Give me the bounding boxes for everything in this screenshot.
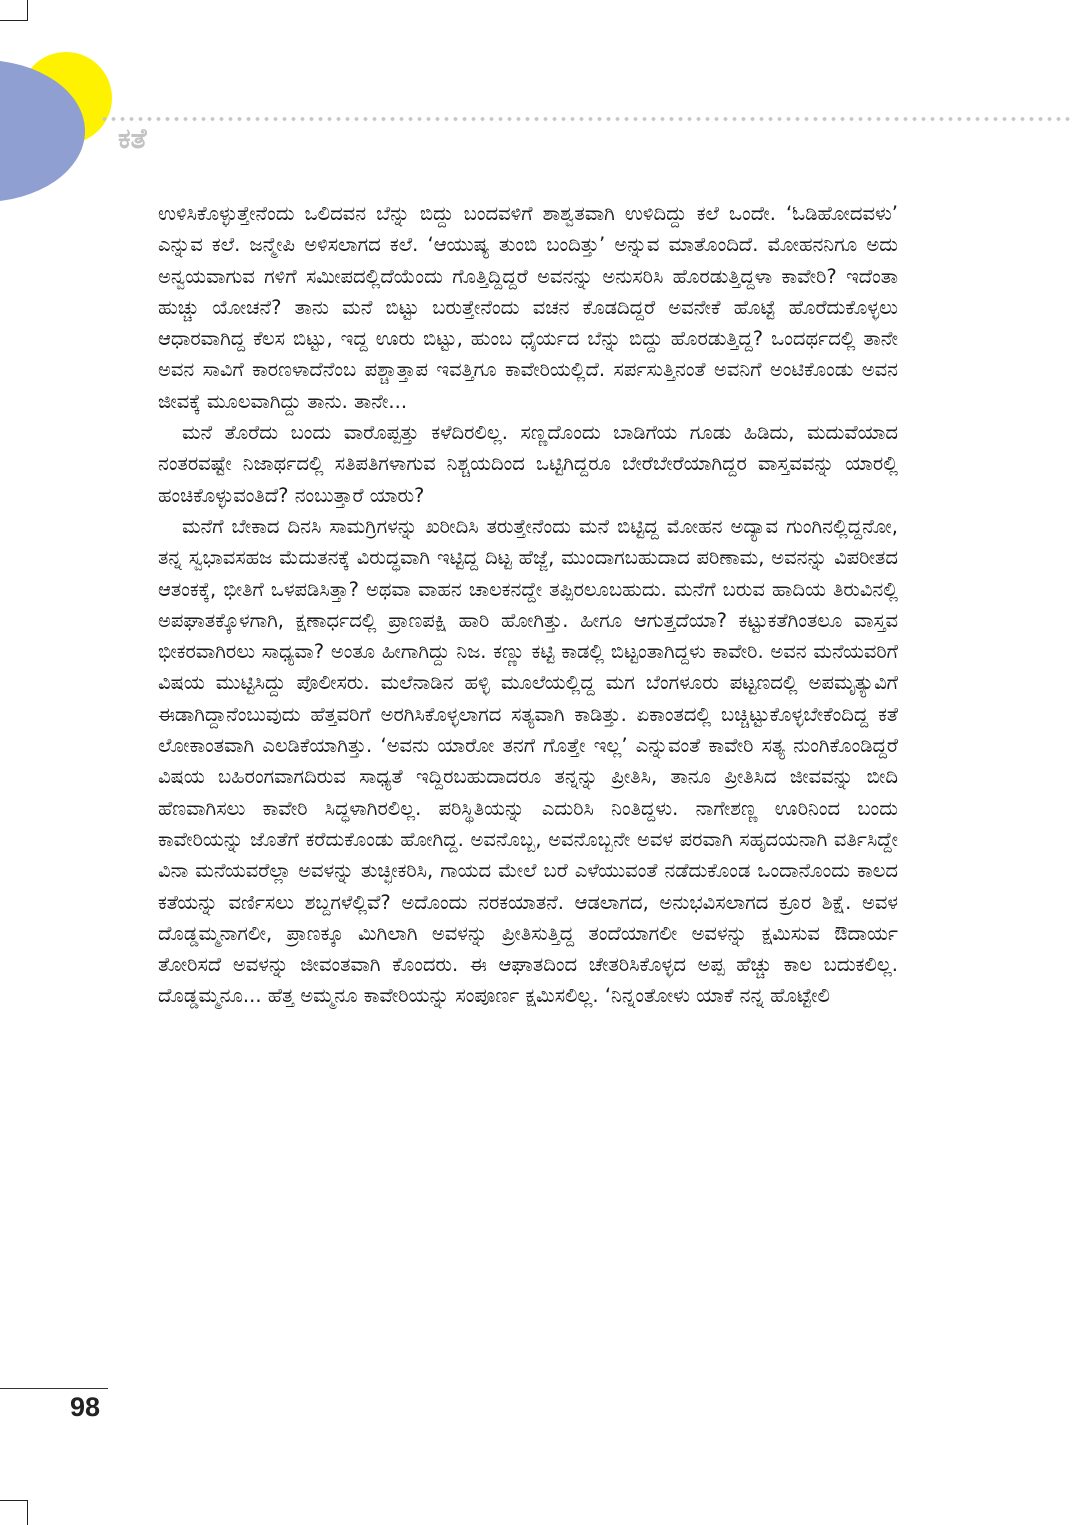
crop-mark-top-left (0, 20, 28, 21)
paragraph: ಮನೆಗೆ ಬೇಕಾದ ದಿನಸಿ ಸಾಮಗ್ರಿಗಳನ್ನು ಖರೀದಿಸಿ ತರುತ್ತೇನೆಂದು ಮನೆ ಬಿಟ್ಟಿದ್ದ ಮೋಹನ ಅದ್ಯಾವ ಗುಂಗಿನಲ್ಲಿದ್ದನೋ, ತನ್ನ ಸ್ವಭಾವಸಹಜ ಮೆದುತನಕ್ಕೆ ವಿರುದ್ಧವಾಗಿ ಇಟ್ಟಿದ್ದ ದಿಟ್ಟ ಹೆಜ್ಜೆ, ಮುಂದಾಗಬಹುದಾದ ಪರಿಣಾಮ, ಅವನನ್ನು ವಿಪರೀತದ ಆತಂಕಕ್ಕೆ, ಭೀತಿಗೆ ಒಳಪಡಿಸಿತ್ತಾ? ಅಥವಾ ವಾಹನ ಚಾಲಕನದ್ದೇ ತಪ್ಪಿರಲೂಬಹುದು. ಮನೆಗೆ ಬರುವ ಹಾದಿಯ ತಿರುವಿನಲ್ಲಿ ಅಪಘಾತಕ್ಕೊಳಗಾಗಿ, ಕ್ಷಣಾರ್ಧದಲ್ಲಿ ಪ್ರಾಣಪಕ್ಷಿ ಹಾರಿ ಹೋಗಿತ್ತು. ಹೀಗೂ ಆಗುತ್ತದೆಯಾ? ಕಟ್ಟುಕತೆಗಿಂತಲೂ ವಾಸ್ತವ ಭೀಕರವಾಗಿರಲು ಸಾಧ್ಯವಾ? ಅಂತೂ ಹೀಗಾಗಿದ್ದು ನಿಜ. ಕಣ್ಣು ಕಟ್ಟಿ ಕಾಡಲ್ಲಿ ಬಿಟ್ಟಂತಾಗಿದ್ದಳು ಕಾವೇರಿ. ಅವನ ಮನೆಯವರಿಗೆ ವಿಷಯ ಮುಟ್ಟಿಸಿದ್ದು ಪೊಲೀಸರು. ಮಲೆನಾಡಿನ ಹಳ್ಳಿ ಮೂಲೆಯಲ್ಲಿದ್ದ ಮಗ ಬೆಂಗಳೂರು ಪಟ್ಟಣದಲ್ಲಿ ಅಪಮೃತ್ಯುವಿಗೆ ಈಡಾಗಿದ್ದಾನೆಂಬುವುದು ಹೆತ್ತವರಿಗೆ ಅರಗಿಸಿಕೊಳ್ಳಲಾಗದ ಸತ್ಯವಾಗಿ ಕಾಡಿತ್ತು. ಏಕಾಂತದಲ್ಲಿ ಬಚ್ಚಿಟ್ಟುಕೊಳ್ಳಬೇಕೆಂದಿದ್ದ ಕತೆ ಲೋಕಾಂತವಾಗಿ ಎಲಡಿಕೆಯಾಗಿತ್ತು. ‘ಅವನು ಯಾರೋ ತನಗೆ ಗೊತ್ತೇ ಇಲ್ಲ’ ಎನ್ನುವಂತೆ ಕಾವೇರಿ ಸತ್ಯ ನುಂಗಿಕೊಂಡಿದ್ದರೆ ವಿಷಯ ಬಹಿರಂಗವಾಗದಿರುವ ಸಾಧ್ಯತೆ ಇದ್ದಿರಬಹುದಾದರೂ ತನ್ನನ್ನು ಪ್ರೀತಿಸಿ, ತಾನೂ ಪ್ರೀತಿಸಿದ ಜೀವವನ್ನು ಬೀದಿ ಹೆಣವಾಗಿಸಲು ಕಾವೇರಿ ಸಿದ್ಧಳಾಗಿರಲಿಲ್ಲ. ಪರಿಸ್ಥಿತಿಯನ್ನು ಎದುರಿಸಿ ನಿಂತಿದ್ದಳು. ನಾಗೇಶಣ್ಣ ಊರಿನಿಂದ ಬಂದು ಕಾವೇರಿಯನ್ನು ಜೊತೆಗೆ ಕರೆದುಕೊಂಡು ಹೋಗಿದ್ದ. ಅವನೊಬ್ಬ, ಅವನೊಬ್ಬನೇ ಅವಳ ಪರವಾಗಿ ಸಹೃದಯನಾಗಿ ವರ್ತಿಸಿದ್ದೇ ವಿನಾ ಮನೆಯವರೆಲ್ಲಾ ಅವಳನ್ನು ತುಚ್ಛೀಕರಿಸಿ, ಗಾಯದ ಮೇಲೆ ಬರೆ ಎಳೆಯುವಂತೆ ನಡೆದುಕೊಂಡ ಒಂದಾನೊಂದು ಕಾಲದ ಕತೆಯನ್ನು ವರ್ಣಿಸಲು ಶಬ್ದಗಳೆಲ್ಲಿವೆ? ಅದೊಂದು ನರಕಯಾತನೆ. ಆಡಲಾಗದ, ಅನುಭವಿಸಲಾಗದ ಕ್ರೂರ ಶಿಕ್ಷೆ. ಅವಳ ದೊಡ್ಡಮ್ಮನಾಗಲೀ, ಪ್ರಾಣಕ್ಕೂ ಮಿಗಿಲಾಗಿ ಅವಳನ್ನು ಪ್ರೀತಿಸುತ್ತಿದ್ದ ತಂದೆಯಾಗಲೀ ಅವಳನ್ನು ಕ್ಷಮಿಸುವ ಔದಾರ್ಯ ತೋರಿಸದೆ ಅವಳನ್ನು ಜೀವಂತವಾಗಿ ಕೊಂದರು. ಈ ಆಘಾತದಿಂದ ಚೇತರಿಸಿಕೊಳ್ಳದ ಅಪ್ಪ ಹೆಚ್ಚು ಕಾಲ ಬದುಕಲಿಲ್ಲ. ದೊಡ್ಡಮ್ಮನೂ... ಹೆತ್ತ ಅಮ್ಮನೂ ಕಾವೇರಿಯನ್ನು ಸಂಪೂರ್ಣ ಕ್ಷಮಿಸಲಿಲ್ಲ. ‘ನಿನ್ನಂತೋಳು ಯಾಕೆ ನನ್ನ ಹೊಟ್ಟೇಲಿ (158, 514, 898, 1008)
section-label: ಕತೆ (118, 122, 147, 155)
crop-mark-top-left (27, 0, 28, 20)
dotted-header-rule (100, 117, 1072, 121)
paragraph: ಉಳಿಸಿಕೊಳ್ಳುತ್ತೇನೆಂದು ಒಲಿದವನ ಬೆನ್ನು ಬಿದ್ದು ಬಂದವಳಿಗೆ ಶಾಶ್ವತವಾಗಿ ಉಳಿದಿದ್ದು ಕಲೆ ಒಂದೇ. ‘ಓಡಿಹೋದವಳು’ ಎನ್ನುವ ಕಲೆ. ಜನ್ಮೇಪಿ ಅಳಿಸಲಾಗದ ಕಲೆ. ‘ಆಯುಷ್ಯ ತುಂಬಿ ಬಂದಿತ್ತು’ ಅನ್ನುವ ಮಾತೊಂದಿದೆ. ಮೋಹನನಿಗೂ ಅದು ಅನ್ವಯವಾಗುವ ಗಳಿಗೆ ಸಮೀಪದಲ್ಲಿದೆಯೆಂದು ಗೊತ್ತಿದ್ದಿದ್ದರೆ ಅವನನ್ನು ಅನುಸರಿಸಿ ಹೊರಡುತ್ತಿದ್ದಳಾ ಕಾವೇರಿ? ಇದೆಂತಾ ಹುಚ್ಚು ಯೋಚನೆ? ತಾನು ಮನೆ ಬಿಟ್ಟು ಬರುತ್ತೇನೆಂದು ವಚನ ಕೊಡದಿದ್ದರೆ ಅವನೇಕೆ ಹೊಟ್ಟೆ ಹೊರೆದುಕೊಳ್ಳಲು ಆಧಾರವಾಗಿದ್ದ ಕೆಲಸ ಬಿಟ್ಟು, ಇದ್ದ ಊರು ಬಿಟ್ಟು, ಹುಂಬ ಧೈರ್ಯದ ಬೆನ್ನು ಬಿದ್ದು ಹೊರಡುತ್ತಿದ್ದ? ಒಂದರ್ಥದಲ್ಲಿ ತಾನೇ ಅವನ ಸಾವಿಗೆ ಕಾರಣಳಾದೆನೆಂಬ ಪಶ್ಚಾತ್ತಾಪ ಇವತ್ತಿಗೂ ಕಾವೇರಿಯಲ್ಲಿದೆ. ಸರ್ಪಸುತ್ತಿನಂತೆ ಅವನಿಗೆ ಅಂಟಿಕೊಂಡು ಅವನ ಜೀವಕ್ಕೆ ಮೂಲವಾಗಿದ್ದು ತಾನು. ತಾನೇ... (158, 202, 898, 413)
page-number: 98 (70, 1392, 101, 1422)
folio-rule (0, 1388, 108, 1389)
article-body (158, 198, 898, 1012)
crop-mark-bottom-left (27, 1500, 28, 1525)
paragraph: ಮನೆ ತೊರೆದು ಬಂದು ವಾರೊಪ್ಪತ್ತು ಕಳೆದಿರಲಿಲ್ಲ. ಸಣ್ಣದೊಂದು ಬಾಡಿಗೆಯ ಗೂಡು ಹಿಡಿದು, ಮದುವೆಯಾದ ನಂತರವಷ್ಟೇ ನಿಜಾರ್ಥದಲ್ಲಿ ಸತಿಪತಿಗಳಾಗುವ ನಿಶ್ಚಯದಿಂದ ಒಟ್ಟಿಗಿದ್ದರೂ ಬೇರೆಬೇರೆಯಾಗಿದ್ದರ ವಾಸ್ತವವನ್ನು ಯಾರಲ್ಲಿ ಹಂಚಿಕೊಳ್ಳುವಂತಿದೆ? ನಂಬುತ್ತಾರೆ ಯಾರು? (158, 421, 898, 507)
crop-mark-bottom-left (0, 1500, 28, 1501)
